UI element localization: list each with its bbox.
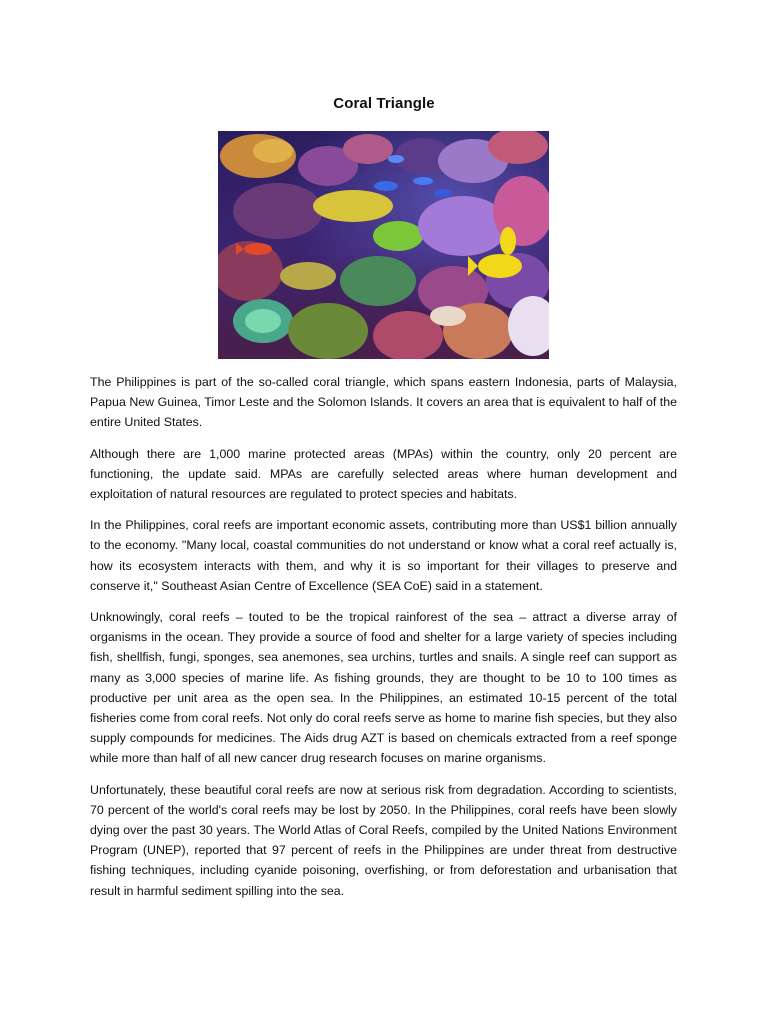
coral-reef-photo [218,131,549,359]
page-title: Coral Triangle [333,95,435,112]
paragraph: In the Philippines, coral reefs are important economic assets, contributing more than US$1 billion annually to the economy. "Many local, coastal communities do not understand or know what a coral reef actually is, how its ecosystem interacts with them, and why it is so important for their villages to preserve and conserve it," Southeast Asian Centre of Excellence (SEA CoE) said in a statement. [90,518,677,593]
paragraph: Unknowingly, coral reefs – touted to be the tropical rainforest of the sea – attract a diverse array of organisms in the ocean. They provide a source of food and shelter for a large variety of species including fish, shellfish, fungi, sponges, sea anemones, sea urchins, turtles and snails. A single reef can support as many as 3,000 species of marine life. As fishing grounds, they are thought to be 10 to 100 times as productive per unit area as the open sea. In the Philippines, an estimated 10-15 percent of the total fisheries come from coral reefs. Not only do coral reefs serve as home to marine fish species, but they also supply compounds for medicines. The Aids drug AZT is based on chemicals extracted from a reef sponge while more than half of all new cancer drug research focuses on marine organisms. [90,610,677,766]
paragraph: Although there are 1,000 marine protected areas (MPAs) within the country, only 20 percent are functioning, the update said. MPAs are carefully selected areas where human development and exploitation of natural resources are regulated to protect species and habitats. [90,446,677,502]
paragraph: Unfortunately, these beautiful coral reefs are now at serious risk from degradation. According to scientists, 70 percent of the world's coral reefs may be lost by 2050. In the Philippines, coral reefs have been slowly dying over the past 30 years. The World Atlas of Coral Reefs, compiled by the United Nations Environment Program (UNEP), reported that 97 percent of reefs in the Philippines are under threat from destructive fishing techniques, including cyanide poisoning, overfishing, or from deforestation and urbanisation that result in harmful sediment spilling into the sea. [90,782,677,898]
paragraph: The Philippines is part of the so-called coral triangle, which spans eastern Indonesia, parts of Malaysia, Papua New Guinea, Timor Leste and the Solomon Islands. It covers an area that is equivalent to half of the entire United States. [90,375,677,430]
article-body [90,372,677,912]
